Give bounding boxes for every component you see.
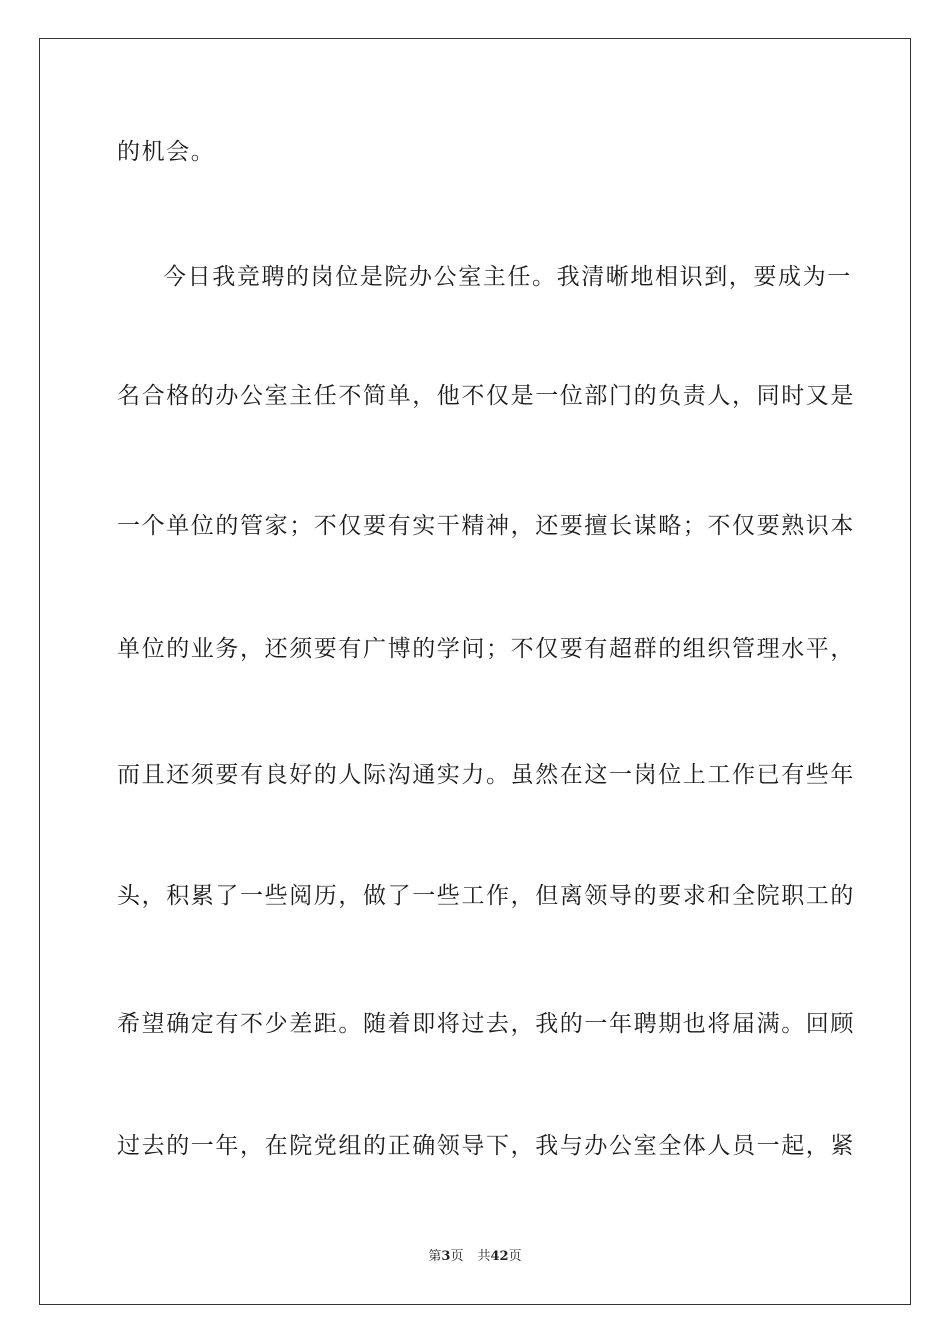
text-line-6: 而且还须要有良好的人际沟通实力。虽然在这一岗位上工作已有些年 bbox=[117, 762, 855, 788]
footer-total-pages: 42 bbox=[490, 1249, 509, 1264]
footer-total-suffix: 页 bbox=[508, 1249, 522, 1264]
text-line-4: 一个单位的管家；不仅要有实干精神，还要擅长谋略；不仅要熟识本 bbox=[117, 513, 855, 539]
text-line-2: 今日我竞聘的岗位是院办公室主任。我清晰地相识到，要成为一 bbox=[163, 264, 852, 290]
text-line-1: 的机会。 bbox=[117, 139, 216, 165]
text-line-7: 头，积累了一些阅历，做了一些工作，但离领导的要求和全院职工的 bbox=[117, 883, 855, 909]
page-footer bbox=[0, 1248, 950, 1266]
page-border bbox=[39, 38, 911, 1305]
footer-page-prefix: 第 bbox=[428, 1249, 442, 1264]
text-line-8: 希望确定有不少差距。随着即将过去，我的一年聘期也将届满。回顾 bbox=[117, 1011, 855, 1037]
text-line-3: 名合格的办公室主任不简单，他不仅是一位部门的负责人，同时又是 bbox=[117, 383, 855, 409]
text-line-5: 单位的业务，还须要有广博的学问；不仅要有超群的组织管理水平， bbox=[117, 636, 855, 662]
text-line-9: 过去的一年，在院党组的正确领导下，我与办公室全体人员一起，紧 bbox=[117, 1133, 855, 1159]
footer-total-prefix: 共 bbox=[477, 1249, 491, 1264]
footer-page-number: 3 bbox=[441, 1249, 451, 1264]
footer-page-suffix: 页 bbox=[450, 1249, 464, 1264]
